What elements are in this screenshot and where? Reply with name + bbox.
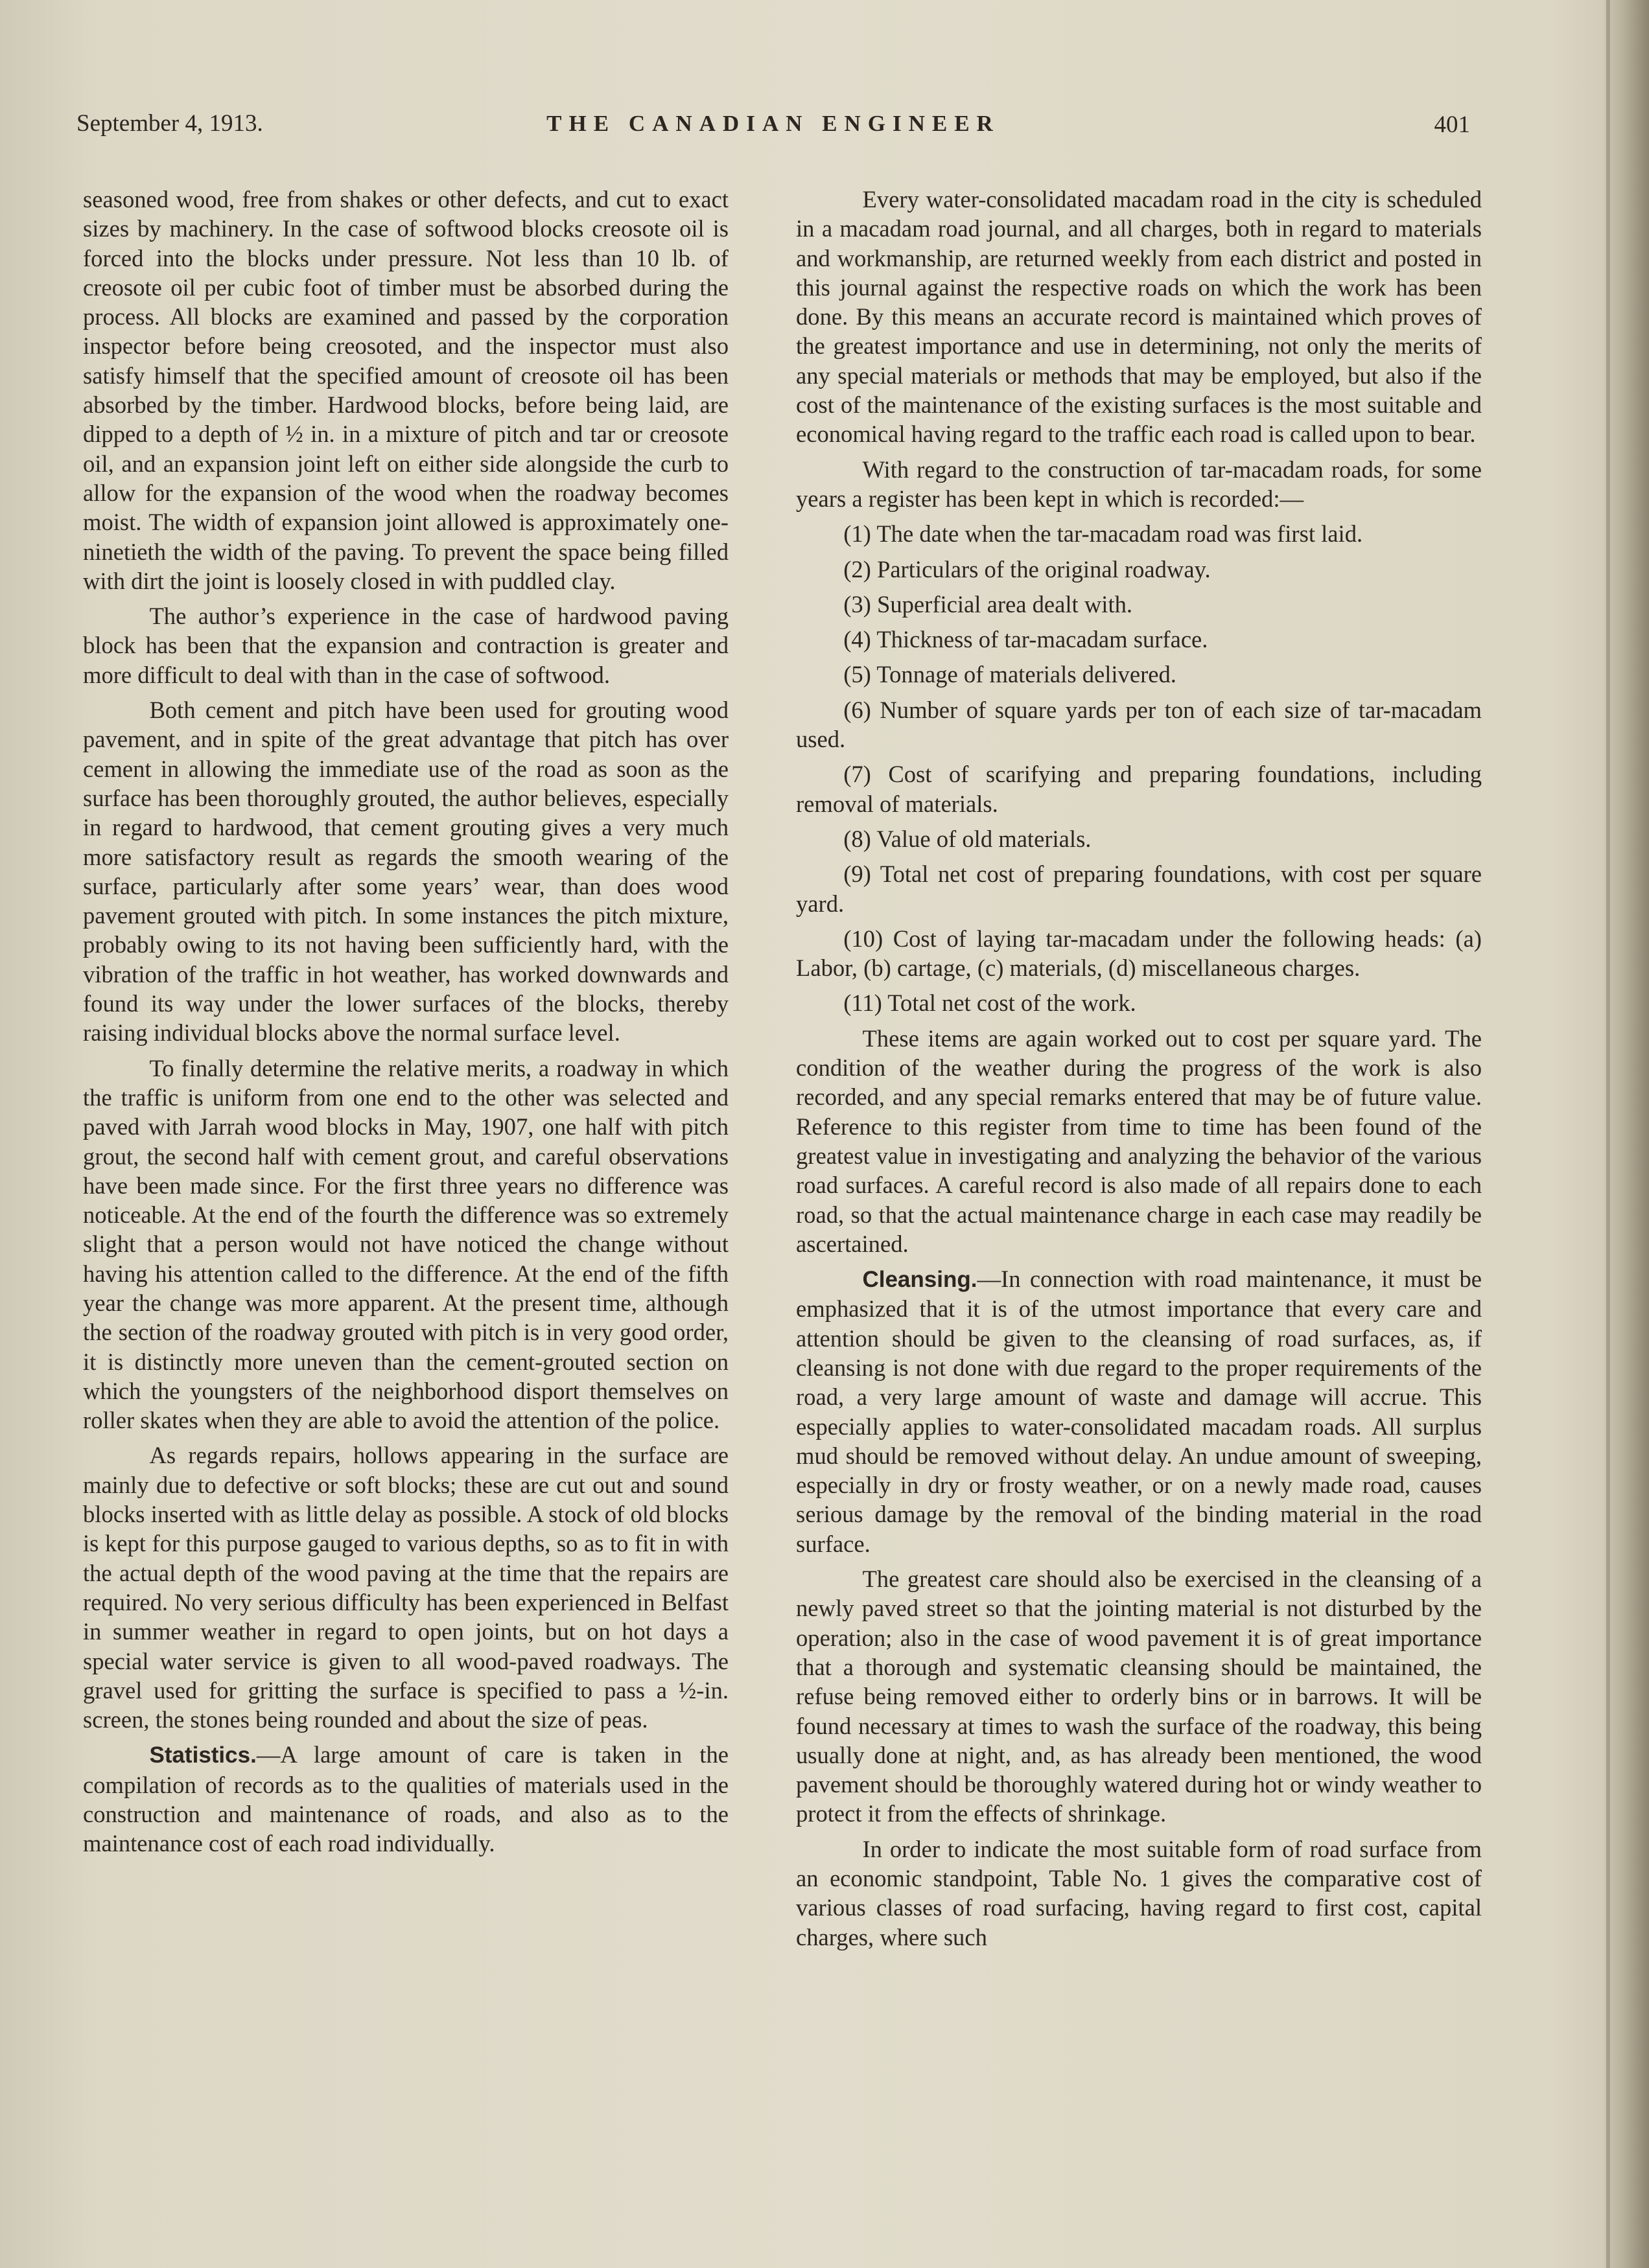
paragraph: To finally determine the relative merits, a roadway in which the traffic is uniform from one end to the other was selected and paved with Jarrah wood blocks in May, 1907, one half with pitch grout, the second half with cement grout, and careful observations have been made since. For the first three years no difference was noticeable. At the end of the fourth the difference was so extremely slight that a person would not have noticed the change without having his attention called to the difference. At the end of the fifth year the change was more apparent. At the present time, although the section of the roadway grouted with pitch is in very good order, it is distinctly more uneven than the cement-grouted section on which the youngsters of the neighborhood disport themselves on roller skates when they are able to avoid the attention of the police. — [83, 1054, 729, 1434]
left-column — [83, 185, 729, 1864]
list-item: (6) Number of square yards per ton of each size of tar-macadam used. — [796, 696, 1482, 753]
running-header — [76, 107, 1470, 152]
section-heading-statistics: Statistics. — [149, 1742, 257, 1768]
paragraph: In order to indicate the most suitable form of road surface from an economic standpoint, Table No. 1 gives the comparative cost of various classes of road surfacing, having regard to first cost, capital charges, where such — [796, 1835, 1482, 1950]
list-item: (7) Cost of scarifying and preparing foundations, including removal of materials. — [796, 761, 1482, 817]
paragraph: With regard to the construction of tar-macadam roads, for some years a register has been kept in which is recorded:— — [796, 456, 1482, 512]
list-item: (5) Tonnage of materials delivered. — [843, 661, 1176, 688]
paragraph: As regards repairs, hollows appearing in the surface are mainly due to defective or soft blocks; these are cut out and sound blocks inserted with as little delay as possible. A stock of old blocks is kept for this purpose gauged to various depths, so as to fit in with the actual depth of the wood paving at the time that the repairs are required. No very serious difficulty has been experienced in Belfast in summer weather in regard to open joints, but on hot days a special water service is given to all wood-paved roadways. The gravel used for gritting the surface is specified to pass a ½-in. screen, the stones being rounded and about the size of peas. — [83, 1442, 729, 1733]
paragraph: Every water-consolidated macadam road in the city is scheduled in a macadam road journal, and all charges, both in regard to materials and workmanship, are returned weekly from each district and posted in this journal against the respective roads on which the work has been done. By this means an accurate record is maintained which proves of the greatest importance and use in determining, not only the merits of any special materials or methods that may be employed, but also if the cost of the maintenance of the existing surfaces is the most suitable and economical having regard to the traffic each road is called upon to bear. — [796, 186, 1482, 448]
paragraph — [796, 1264, 1482, 1558]
list-item: (1) The date when the tar-macadam road was first laid. — [843, 520, 1363, 548]
section-heading-cleansing: Cleansing. — [862, 1267, 977, 1293]
paragraph: seasoned wood, free from shakes or other defects, and cut to exact sizes by machinery. In the case of softwood blocks creosote oil is forced into the blocks under pressure. Not less than 10 lb. of creosote oil per cubic foot of timber must be absorbed during the process. All blocks are examined and passed by the corporation inspector before being creosoted, and the inspector must also satisfy himself that the specified amount of creosote oil has been absorbed by the timber. Hardwood blocks, before being laid, are dipped to a depth of ½ in. in a mixture of pitch and tar or creosote oil, and an expansion joint left on either side alongside the curb to allow for the expansion of the wood when the roadway becomes moist. The width of expansion joint allowed is approximately one-ninetieth the width of the paving. To prevent the space being filled with dirt the joint is loosely closed in with puddled clay. — [83, 186, 729, 594]
list-item: (9) Total net cost of preparing foundations, with cost per square yard. — [796, 861, 1482, 917]
list-item: (4) Thickness of tar-macadam surface. — [843, 626, 1208, 653]
paragraph: The author’s experience in the case of hardwood paving block has been that the expansion and contraction is greater and more difficult to deal with than in the case of softwood. — [83, 603, 729, 688]
page-edge-line — [1606, 0, 1610, 2268]
journal-title: THE CANADIAN ENGINEER — [546, 111, 1000, 136]
list-item: (2) Particulars of the original roadway. — [843, 555, 1211, 583]
issue-date: September 4, 1913. — [76, 110, 263, 137]
page-number: 401 — [1434, 111, 1470, 138]
page-binding-edge — [1604, 0, 1649, 2268]
paragraph: Both cement and pitch have been used for grouting wood pavement, and in spite of the great advantage that pitch has over cement in allowing the immediate use of the road as soon as the surface has been thoroughly grouted, the author believes, especially in regard to hardwood, that cement grouting gives a very much more satisfactory result as regards the smooth wearing of the surface, particularly after some years’ wear, than does wood pavement grouted with pitch. In some instances the pitch mixture, probably owing to its not having been sufficiently hard, with the vibration of the traffic in hot weather, has worked downwards and found its way under the lower surfaces of the blocks, thereby raising individual blocks above the normal surface level. — [83, 697, 729, 1047]
list-item: (3) Superficial area dealt with. — [843, 590, 1133, 618]
list-item: (11) Total net cost of the work. — [843, 989, 1136, 1017]
paragraph-text: —A large amount of care is taken in the compilation of records as to the qualities of materials used in the construction and maintenance of roads, and also as to the maintenance cost of each road individually. — [83, 1741, 729, 1857]
paragraph — [83, 1740, 729, 1858]
record-list — [796, 519, 1482, 1017]
paragraph: The greatest care should also be exercised in the cleansing of a newly paved street so that the jointing material is not disturbed by the operation; also in the case of wood pavement it is of great importance that a thorough and systematic cleansing should be maintained, the refuse being removed either to orderly bins or in barrows. It will be found necessary at times to wash the surface of the roadway, this being usually done at night, and, as has already been mentioned, the wood pavement should be thoroughly watered during hot or windy weather to protect it from the effects of shrinkage. — [796, 1566, 1482, 1827]
list-item: (10) Cost of laying tar-macadam under the following heads: (a) Labor, (b) cartage, (c) materials, (d) miscellaneous charges. — [796, 925, 1482, 982]
paragraph-text: —In connection with road maintenance, it must be emphasized that it is of the utmost importance that every care and attention should be given to the cleansing of road surfaces, as, if cleansing is not done with due regard to the proper requirements of the road, a very large amount of waste and damage will accrue. This especially applies to water-consolidated macadam roads. All surplus mud should be removed without delay. An undue amount of sweeping, especially in dry or frosty weather, or on a newly made road, causes serious damage by the removal of the binding material in the road surface. — [796, 1266, 1482, 1557]
paragraph: These items are again worked out to cost per square yard. The condition of the weather during the progress of the work is also recorded, and any special remarks entered that may be of future value. Reference to this register from time to time has been found of the greatest value in investigating and analyzing the behavior of the various road surfaces. A careful record is also made of all repairs done to each road, so that the actual maintenance charge in each case may readily be ascertained. — [796, 1024, 1482, 1257]
right-column — [796, 185, 1482, 1958]
list-item: (8) Value of old materials. — [843, 825, 1092, 852]
